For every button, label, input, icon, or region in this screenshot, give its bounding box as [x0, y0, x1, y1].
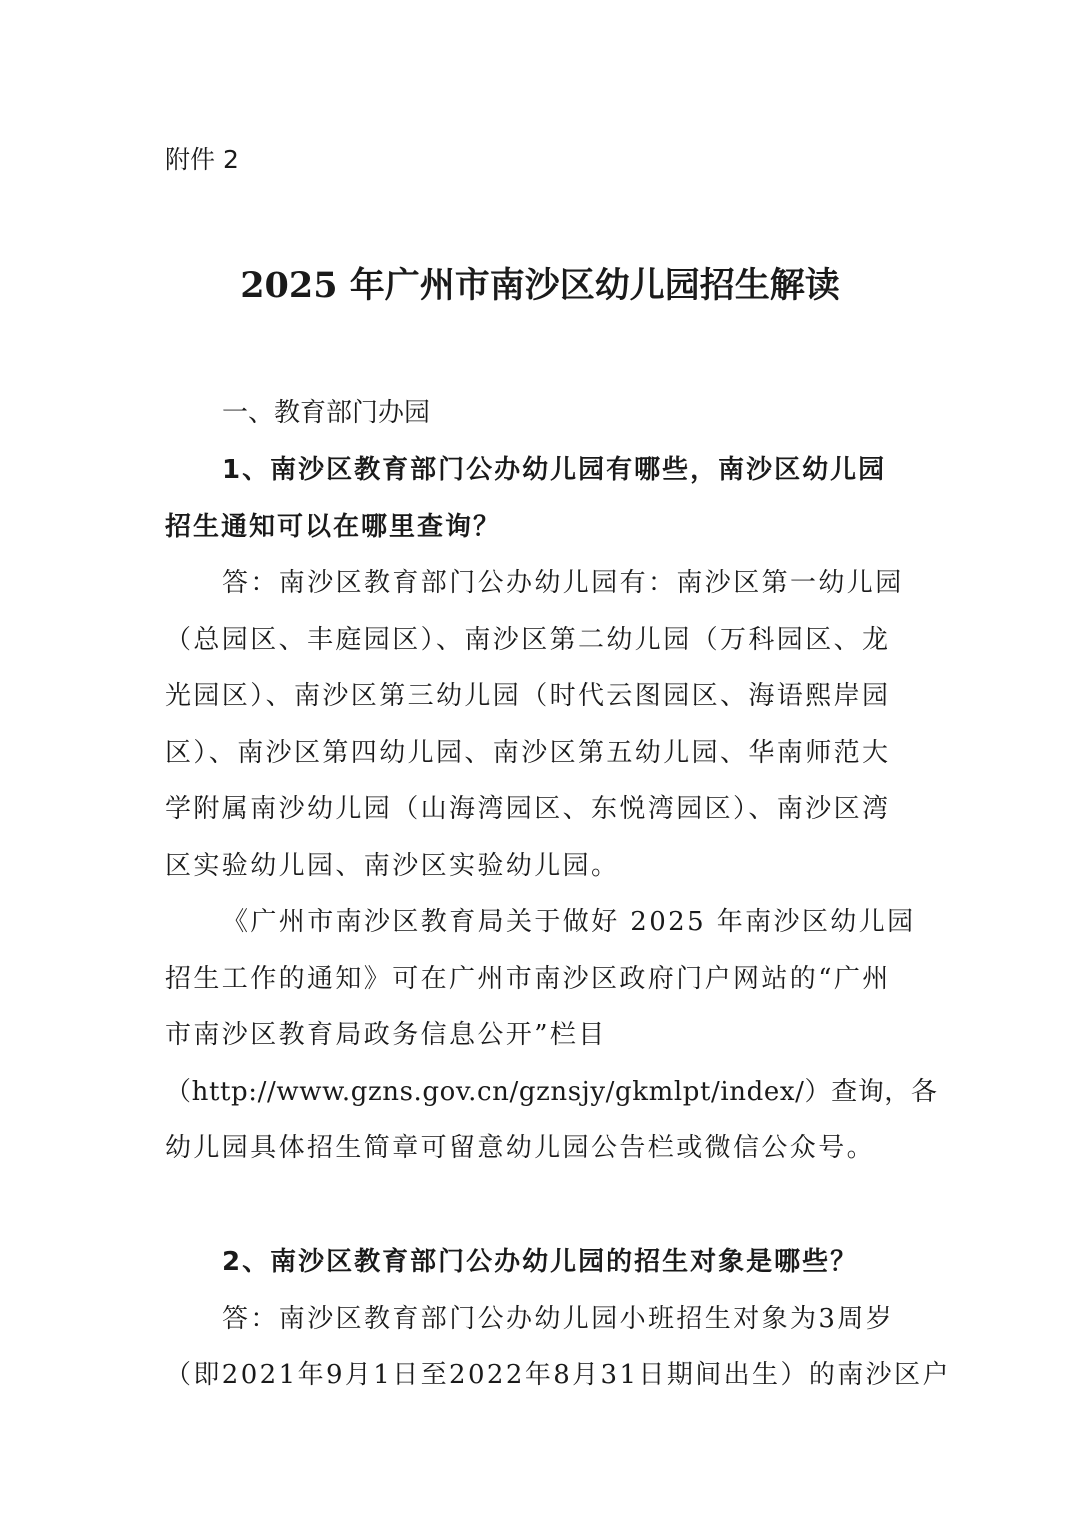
answer-1-line: （总园区、丰庭园区）、南沙区第二幼儿园（万科园区、龙 [165, 625, 891, 655]
answer-2-line: （即2021年9月1日至2022年8月31日期间出生）的南沙区户 [165, 1360, 951, 1390]
answer-1-para-2-line: 《广州市南沙区教育局关于做好 2025 年南沙区幼儿园 [222, 907, 916, 937]
answer-1-para-2-line: 幼儿园具体招生简章可留意幼儿园公告栏或微信公众号。 [165, 1133, 876, 1163]
answer-1-line: 光园区）、南沙区第三幼儿园（时代云图园区、海语熙岸园 [165, 681, 891, 711]
attachment-label: 附件 2 [165, 145, 239, 174]
answer-1-line: 学附属南沙幼儿园（山海湾园区、东悦湾园区）、南沙区湾 [165, 794, 891, 824]
answer-1-para-2-line: 招生工作的通知》可在广州市南沙区政府门户网站的“广州 [165, 964, 891, 994]
answer-1-para-2-line: 市南沙区教育局政务信息公开”栏目 [165, 1020, 607, 1050]
answer-1-line: 区）、南沙区第四幼儿园、南沙区第五幼儿园、华南师范大 [165, 738, 891, 768]
question-1-line-2: 招生通知可以在哪里查询？ [165, 512, 502, 542]
website-url-line: （http://www.gzns.gov.cn/gznsjy/gkmlpt/index/）查询，各 [165, 1077, 938, 1107]
question-2: 2、南沙区教育部门公办幼儿园的招生对象是哪些？ [222, 1247, 859, 1277]
section-heading: 一、教育部门办园 [222, 398, 431, 428]
answer-1-line: 答：南沙区教育部门公办幼儿园有：南沙区第一幼儿园 [222, 568, 904, 598]
answer-2-line: 答：南沙区教育部门公办幼儿园小班招生对象为3周岁 [222, 1304, 895, 1334]
document-title: 2025 年广州市南沙区幼儿园招生解读 [240, 265, 840, 306]
question-1-line-1: 1、南沙区教育部门公办幼儿园有哪些，南沙区幼儿园 [222, 455, 887, 485]
answer-1-line: 区实验幼儿园、南沙区实验幼儿园。 [165, 851, 620, 881]
